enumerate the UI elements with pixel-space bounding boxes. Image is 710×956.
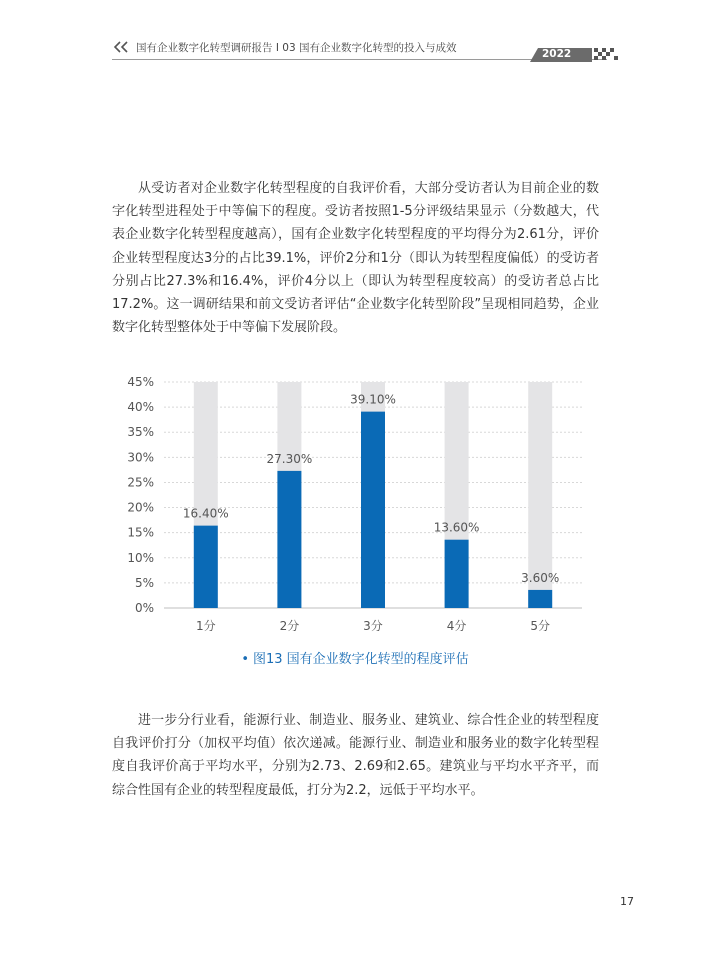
- caption-text: 图13 国有企业数字化转型的程度评估: [252, 652, 469, 667]
- bar-value-label: 3.60%: [521, 570, 560, 585]
- body-paragraph-2: 进一步分行业看，能源行业、制造业、服务业、建筑业、综合性企业的转型程度自我评价打分（加权平均值）依次递减。能源行业、制造业和服务业的数字化转型程度自我评价高于平均水平，分别为2.73、2.69和2.65。建筑业与平均水平齐平，而综合性国有企业的转型程度最低，打分为2.2，远低于平均水平。: [112, 713, 599, 798]
- year-label: 2022: [542, 48, 572, 60]
- bar-value-label: 27.30%: [266, 451, 313, 466]
- x-tick-label: 5分: [530, 619, 551, 633]
- bar-value-label: 13.60%: [433, 520, 480, 535]
- header-title: 国有企业数字化转型调研报告 I 03 国有企业数字化转型的投入与成效: [136, 42, 457, 54]
- bar-value-label: 39.10%: [350, 392, 396, 407]
- y-tick-label: 15%: [127, 525, 154, 540]
- figure-caption: [0, 648, 710, 667]
- bar: [361, 412, 385, 608]
- caption-bullet: •: [241, 652, 249, 667]
- y-tick-label: 25%: [127, 475, 154, 490]
- body-paragraph-1: 从受访者对企业数字化转型程度的自我评价看，大部分受访者认为目前企业的数字化转型进程处于中等偏下的程度。受访者按照1-5分评级结果显示（分数越大，代表企业数字化转型程度越高），国有企业数字化转型程度的平均得分为2.61分，评价企业转型程度达3分的占比39.1%，评价2分和1分（即认为转型程度偏低）的受访者分别占比27.3%和16.4%，评价4分以上（即认为转型程度较高）的受访者总占比17.2%。这一调研结果和前文受访者评估“企业数字化转型阶段”呈现相同趋势，企业数字化转型整体处于中等偏下发展阶段。: [112, 181, 599, 336]
- y-tick-label: 10%: [127, 550, 154, 565]
- y-tick-label: 20%: [127, 500, 154, 515]
- double-chevron-left-icon: [112, 41, 130, 53]
- x-tick-label: 4分: [446, 619, 467, 633]
- y-tick-label: 45%: [127, 375, 154, 389]
- bar-chart: [120, 370, 590, 640]
- page-header: [112, 38, 642, 60]
- bar: [277, 471, 301, 608]
- bar: [445, 540, 469, 608]
- y-tick-label: 40%: [127, 400, 154, 415]
- x-tick-label: 3分: [363, 619, 383, 633]
- checker-pattern-icon: [594, 48, 624, 62]
- bar-value-label: 16.40%: [182, 506, 229, 521]
- y-tick-label: 35%: [127, 425, 154, 440]
- page-number: 17: [620, 895, 634, 908]
- x-tick-label: 1分: [195, 619, 216, 633]
- y-tick-label: 0%: [134, 601, 154, 615]
- year-badge: [530, 48, 652, 64]
- y-tick-label: 30%: [127, 450, 154, 465]
- bar: [194, 526, 218, 608]
- y-tick-label: 5%: [134, 575, 154, 590]
- x-tick-label: 2分: [279, 619, 300, 633]
- bar: [528, 590, 552, 608]
